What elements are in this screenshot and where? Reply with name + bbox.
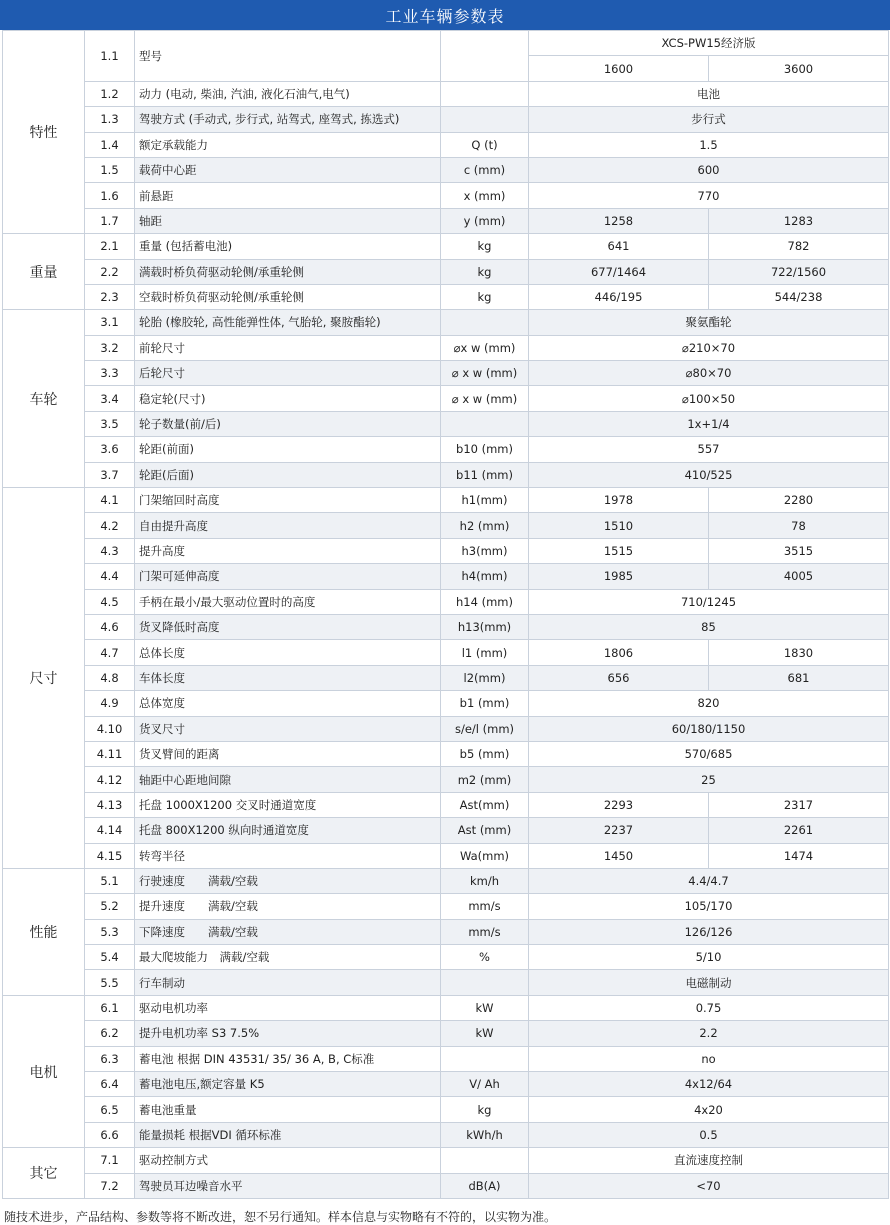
row-value: ⌀210×70 xyxy=(529,335,889,360)
row-unit: h14 (mm) xyxy=(441,589,529,614)
row-number: 1.5 xyxy=(85,157,135,182)
table-row xyxy=(3,614,889,639)
row-number: 4.6 xyxy=(85,614,135,639)
header-row-model xyxy=(3,31,889,56)
row-unit: h13(mm) xyxy=(441,614,529,639)
row-unit: b10 (mm) xyxy=(441,437,529,462)
row-value: 25 xyxy=(529,767,889,792)
table-row xyxy=(3,81,889,106)
row-value: 820 xyxy=(529,691,889,716)
table-row xyxy=(3,132,889,157)
row-unit: h3(mm) xyxy=(441,538,529,563)
table-row xyxy=(3,462,889,487)
table-row xyxy=(3,995,889,1020)
row-unit: b11 (mm) xyxy=(441,462,529,487)
row-value-3600: 78 xyxy=(709,513,889,538)
row-unit: Ast(mm) xyxy=(441,792,529,817)
row-value-3600: 2261 xyxy=(709,818,889,843)
row-value-3600: 4005 xyxy=(709,564,889,589)
category-cell: 性能 xyxy=(3,868,85,995)
table-row xyxy=(3,513,889,538)
row-value: 电磁制动 xyxy=(529,970,889,995)
row-label: 轴距 xyxy=(135,208,441,233)
row-value: 105/170 xyxy=(529,894,889,919)
row-unit: h2 (mm) xyxy=(441,513,529,538)
table-row xyxy=(3,107,889,132)
row-unit: ⌀x w (mm) xyxy=(441,335,529,360)
row-unit: ⌀ x w (mm) xyxy=(441,361,529,386)
table-row xyxy=(3,310,889,335)
row-number: 4.11 xyxy=(85,741,135,766)
row-value: 电池 xyxy=(529,81,889,106)
row-value: 557 xyxy=(529,437,889,462)
table-row xyxy=(3,335,889,360)
row-value: 600 xyxy=(529,157,889,182)
row-value-1600: 656 xyxy=(529,665,709,690)
table-row xyxy=(3,691,889,716)
row-value: 5/10 xyxy=(529,945,889,970)
row-value-1600: 1806 xyxy=(529,640,709,665)
row-label: 转弯半径 xyxy=(135,843,441,868)
row-label: 满载时桥负荷驱动轮侧/承重轮侧 xyxy=(135,259,441,284)
table-row xyxy=(3,1122,889,1147)
row-unit: Ast (mm) xyxy=(441,818,529,843)
row-number: 3.1 xyxy=(85,310,135,335)
table-row xyxy=(3,488,889,513)
row-unit: s/e/l (mm) xyxy=(441,716,529,741)
row-label: 提升高度 xyxy=(135,538,441,563)
row-value-3600: 722/1560 xyxy=(709,259,889,284)
row-label: 货叉臂间的距离 xyxy=(135,741,441,766)
table-row xyxy=(3,868,889,893)
row-value-1600: 1510 xyxy=(529,513,709,538)
row-label: 门架缩回时高度 xyxy=(135,488,441,513)
row-label: 轮距(后面) xyxy=(135,462,441,487)
row-unit xyxy=(441,81,529,106)
row-number: 6.2 xyxy=(85,1021,135,1046)
row-number: 6.6 xyxy=(85,1122,135,1147)
row-label: 轮子数量(前/后) xyxy=(135,411,441,436)
row-label: 轴距中心距地间隙 xyxy=(135,767,441,792)
row-label: 蓄电池电压,额定容量 K5 xyxy=(135,1072,441,1097)
row-value-1600: 1985 xyxy=(529,564,709,589)
row-value: 聚氨酯轮 xyxy=(529,310,889,335)
row-value-3600: 681 xyxy=(709,665,889,690)
row-unit: km/h xyxy=(441,868,529,893)
row-number: 5.1 xyxy=(85,868,135,893)
footnote: 随技术进步，产品结构、参数等将不断改进，恕不另行通知。样本信息与实物略有不符的，以实物为准。 xyxy=(4,1210,557,1224)
row-label: 提升电机功率 S3 7.5% xyxy=(135,1021,441,1046)
row-value: 4x12/64 xyxy=(529,1072,889,1097)
table-row xyxy=(3,716,889,741)
row-label: 驱动电机功率 xyxy=(135,995,441,1020)
row-label: 蓄电池 根据 DIN 43531/ 35/ 36 A, B, C标准 xyxy=(135,1046,441,1071)
row-unit: V/ Ah xyxy=(441,1072,529,1097)
row-value-3600: 2317 xyxy=(709,792,889,817)
table-row xyxy=(3,386,889,411)
row-value-1600: 1515 xyxy=(529,538,709,563)
category-cell: 车轮 xyxy=(3,310,85,488)
row-value: ⌀80×70 xyxy=(529,361,889,386)
row-number: 3.3 xyxy=(85,361,135,386)
row-unit: kg xyxy=(441,259,529,284)
row-label: 重量 (包括蓄电池) xyxy=(135,234,441,259)
row-label: 空载时桥负荷驱动轮侧/承重轮侧 xyxy=(135,284,441,309)
row-unit: kWh/h xyxy=(441,1122,529,1147)
row-unit: kW xyxy=(441,1021,529,1046)
row-number: 1.1 xyxy=(85,31,135,82)
row-number: 4.15 xyxy=(85,843,135,868)
table-row xyxy=(3,843,889,868)
row-number: 5.2 xyxy=(85,894,135,919)
row-number: 1.3 xyxy=(85,107,135,132)
category-cell: 重量 xyxy=(3,234,85,310)
row-unit: kW xyxy=(441,995,529,1020)
row-value-1600: 677/1464 xyxy=(529,259,709,284)
row-number: 1.6 xyxy=(85,183,135,208)
row-label: 车体长度 xyxy=(135,665,441,690)
row-unit xyxy=(441,310,529,335)
model-name: XCS-PW15经济版 xyxy=(529,31,889,56)
table-row xyxy=(3,741,889,766)
row-number: 4.8 xyxy=(85,665,135,690)
row-number: 2.3 xyxy=(85,284,135,309)
row-value: 126/126 xyxy=(529,919,889,944)
variant-1600: 1600 xyxy=(529,56,709,81)
row-value: 710/1245 xyxy=(529,589,889,614)
row-unit xyxy=(441,970,529,995)
row-unit: Q (t) xyxy=(441,132,529,157)
row-value-1600: 641 xyxy=(529,234,709,259)
table-row xyxy=(3,411,889,436)
row-value: 0.5 xyxy=(529,1122,889,1147)
row-unit: l1 (mm) xyxy=(441,640,529,665)
row-unit: b1 (mm) xyxy=(441,691,529,716)
table-row xyxy=(3,564,889,589)
table-row xyxy=(3,183,889,208)
row-unit: y (mm) xyxy=(441,208,529,233)
category-cell: 尺寸 xyxy=(3,488,85,869)
row-unit: h4(mm) xyxy=(441,564,529,589)
row-value: 步行式 xyxy=(529,107,889,132)
category-cell: 电机 xyxy=(3,995,85,1147)
row-unit: l2(mm) xyxy=(441,665,529,690)
row-number: 4.12 xyxy=(85,767,135,792)
row-unit: mm/s xyxy=(441,894,529,919)
row-unit: kg xyxy=(441,234,529,259)
row-value-3600: 544/238 xyxy=(709,284,889,309)
row-label: 稳定轮(尺寸) xyxy=(135,386,441,411)
row-label: 手柄在最小/最大驱动位置时的高度 xyxy=(135,589,441,614)
row-number: 2.2 xyxy=(85,259,135,284)
row-number: 4.13 xyxy=(85,792,135,817)
table-row xyxy=(3,208,889,233)
row-value: ⌀100×50 xyxy=(529,386,889,411)
table-title: 工业车辆参数表 xyxy=(0,0,890,30)
row-number: 4.4 xyxy=(85,564,135,589)
table-row xyxy=(3,157,889,182)
row-number: 7.2 xyxy=(85,1173,135,1198)
row-number: 3.4 xyxy=(85,386,135,411)
row-unit: ⌀ x w (mm) xyxy=(441,386,529,411)
table-row xyxy=(3,1046,889,1071)
table-row xyxy=(3,1148,889,1173)
table-row xyxy=(3,792,889,817)
row-label: 驾驶员耳边噪音水平 xyxy=(135,1173,441,1198)
row-label: 托盘 800X1200 纵向时通道宽度 xyxy=(135,818,441,843)
table-row xyxy=(3,538,889,563)
row-unit: x (mm) xyxy=(441,183,529,208)
row-label: 型号 xyxy=(135,31,441,82)
row-value: 570/685 xyxy=(529,741,889,766)
row-number: 3.2 xyxy=(85,335,135,360)
row-number: 6.5 xyxy=(85,1097,135,1122)
row-number: 6.1 xyxy=(85,995,135,1020)
row-number: 1.2 xyxy=(85,81,135,106)
row-label: 货叉尺寸 xyxy=(135,716,441,741)
row-unit: % xyxy=(441,945,529,970)
row-unit: b5 (mm) xyxy=(441,741,529,766)
row-label: 货叉降低时高度 xyxy=(135,614,441,639)
row-unit xyxy=(441,1148,529,1173)
table-row xyxy=(3,767,889,792)
row-label: 轮胎 (橡胶轮, 高性能弹性体, 气胎轮, 聚胺酯轮) xyxy=(135,310,441,335)
row-value: 2.2 xyxy=(529,1021,889,1046)
row-label: 蓄电池重量 xyxy=(135,1097,441,1122)
table-row xyxy=(3,284,889,309)
row-value-3600: 782 xyxy=(709,234,889,259)
row-number: 4.14 xyxy=(85,818,135,843)
row-value-1600: 1258 xyxy=(529,208,709,233)
category-cell: 特性 xyxy=(3,31,85,234)
row-number: 4.9 xyxy=(85,691,135,716)
row-label: 行驶速度 满载/空载 xyxy=(135,868,441,893)
row-value: 4x20 xyxy=(529,1097,889,1122)
row-label: 前悬距 xyxy=(135,183,441,208)
row-unit xyxy=(441,107,529,132)
row-label: 后轮尺寸 xyxy=(135,361,441,386)
row-unit xyxy=(441,31,529,82)
table-row xyxy=(3,1173,889,1198)
row-value-3600: 2280 xyxy=(709,488,889,513)
row-label: 轮距(前面) xyxy=(135,437,441,462)
row-label: 下降速度 满载/空载 xyxy=(135,919,441,944)
row-number: 6.4 xyxy=(85,1072,135,1097)
row-number: 4.1 xyxy=(85,488,135,513)
table-row xyxy=(3,437,889,462)
row-number: 4.3 xyxy=(85,538,135,563)
row-label: 总体长度 xyxy=(135,640,441,665)
row-number: 7.1 xyxy=(85,1148,135,1173)
row-value-3600: 1283 xyxy=(709,208,889,233)
row-unit: h1(mm) xyxy=(441,488,529,513)
table-row xyxy=(3,665,889,690)
variant-3600: 3600 xyxy=(709,56,889,81)
row-number: 4.5 xyxy=(85,589,135,614)
row-label: 最大爬坡能力 满载/空载 xyxy=(135,945,441,970)
row-value-1600: 2293 xyxy=(529,792,709,817)
row-value: 60/180/1150 xyxy=(529,716,889,741)
row-number: 3.7 xyxy=(85,462,135,487)
table-row xyxy=(3,589,889,614)
row-value: <70 xyxy=(529,1173,889,1198)
row-label: 行车制动 xyxy=(135,970,441,995)
row-number: 4.10 xyxy=(85,716,135,741)
table-row xyxy=(3,640,889,665)
row-value-3600: 1474 xyxy=(709,843,889,868)
row-unit xyxy=(441,411,529,436)
row-label: 载荷中心距 xyxy=(135,157,441,182)
row-unit: dB(A) xyxy=(441,1173,529,1198)
row-value: 0.75 xyxy=(529,995,889,1020)
row-value-1600: 1450 xyxy=(529,843,709,868)
table-row xyxy=(3,259,889,284)
row-number: 3.5 xyxy=(85,411,135,436)
row-label: 驱动控制方式 xyxy=(135,1148,441,1173)
table-row xyxy=(3,970,889,995)
row-number: 1.7 xyxy=(85,208,135,233)
row-value-3600: 1830 xyxy=(709,640,889,665)
row-unit: c (mm) xyxy=(441,157,529,182)
row-unit: kg xyxy=(441,284,529,309)
row-unit xyxy=(441,1046,529,1071)
table-row xyxy=(3,818,889,843)
table-row xyxy=(3,1021,889,1046)
table-row xyxy=(3,894,889,919)
row-number: 4.7 xyxy=(85,640,135,665)
row-label: 能量损耗 根据VDI 循环标准 xyxy=(135,1122,441,1147)
table-row xyxy=(3,234,889,259)
spec-table xyxy=(2,30,889,1199)
row-label: 托盘 1000X1200 交叉时通道宽度 xyxy=(135,792,441,817)
row-number: 5.4 xyxy=(85,945,135,970)
row-value-1600: 2237 xyxy=(529,818,709,843)
row-number: 1.4 xyxy=(85,132,135,157)
row-label: 提升速度 满载/空载 xyxy=(135,894,441,919)
table-row xyxy=(3,361,889,386)
row-label: 前轮尺寸 xyxy=(135,335,441,360)
row-value-1600: 446/195 xyxy=(529,284,709,309)
row-value: 85 xyxy=(529,614,889,639)
row-value: 1x+1/4 xyxy=(529,411,889,436)
table-row xyxy=(3,1072,889,1097)
table-row xyxy=(3,945,889,970)
row-number: 5.3 xyxy=(85,919,135,944)
row-label: 总体宽度 xyxy=(135,691,441,716)
row-label: 动力 (电动, 柴油, 汽油, 液化石油气,电气) xyxy=(135,81,441,106)
row-value: 直流速度控制 xyxy=(529,1148,889,1173)
row-label: 驾驶方式 (手动式, 步行式, 站驾式, 座驾式, 拣选式) xyxy=(135,107,441,132)
row-value-3600: 3515 xyxy=(709,538,889,563)
row-unit: kg xyxy=(441,1097,529,1122)
row-value: 770 xyxy=(529,183,889,208)
row-value: 1.5 xyxy=(529,132,889,157)
table-row xyxy=(3,1097,889,1122)
row-number: 4.2 xyxy=(85,513,135,538)
row-unit: Wa(mm) xyxy=(441,843,529,868)
row-value: 410/525 xyxy=(529,462,889,487)
row-unit: m2 (mm) xyxy=(441,767,529,792)
row-label: 额定承载能力 xyxy=(135,132,441,157)
row-number: 2.1 xyxy=(85,234,135,259)
row-number: 6.3 xyxy=(85,1046,135,1071)
row-label: 自由提升高度 xyxy=(135,513,441,538)
row-unit: mm/s xyxy=(441,919,529,944)
row-value: no xyxy=(529,1046,889,1071)
row-value: 4.4/4.7 xyxy=(529,868,889,893)
category-cell: 其它 xyxy=(3,1148,85,1199)
row-label: 门架可延伸高度 xyxy=(135,564,441,589)
table-row xyxy=(3,919,889,944)
row-value-1600: 1978 xyxy=(529,488,709,513)
row-number: 5.5 xyxy=(85,970,135,995)
row-number: 3.6 xyxy=(85,437,135,462)
